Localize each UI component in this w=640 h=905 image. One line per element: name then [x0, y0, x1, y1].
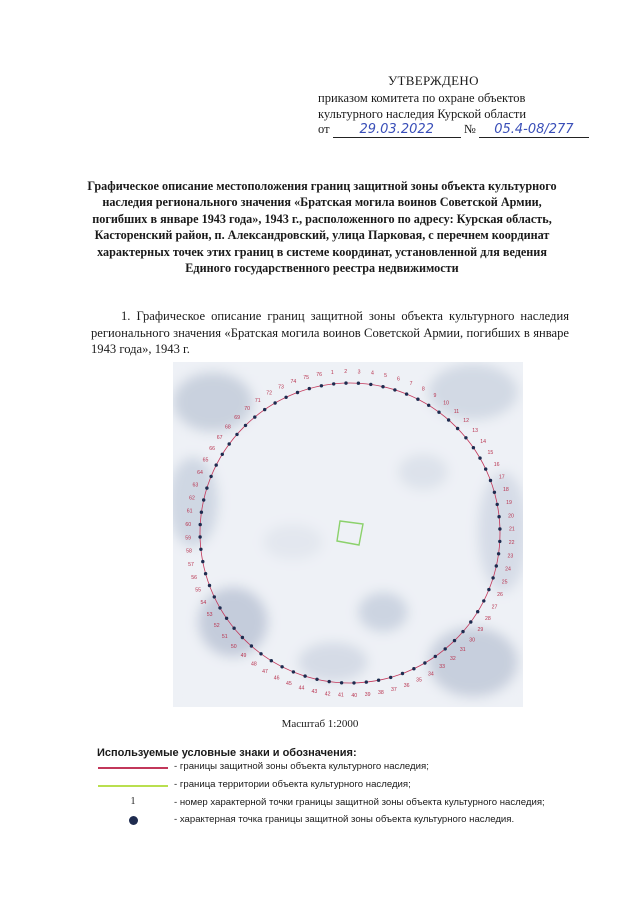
- point-24: [495, 564, 498, 567]
- point-70: [253, 415, 256, 418]
- point-33: [434, 655, 437, 658]
- point-28: [476, 610, 479, 613]
- section-paragraph: 1. Графическое описание границ защитной зоны объекта культурного наследия регионального значения «Братская могила воинов Советской Армии, погибших в январе 1943 года», 1943 г.: [91, 309, 569, 356]
- point-label-68: 68: [225, 424, 231, 431]
- point-label-6: 6: [397, 376, 400, 383]
- point-label-61: 61: [186, 508, 193, 515]
- point-label-26: 26: [497, 592, 503, 599]
- point-38: [377, 679, 380, 682]
- point-2: [344, 381, 347, 384]
- point-17: [489, 479, 492, 482]
- point-76: [320, 384, 323, 387]
- point-label-56: 56: [191, 574, 197, 581]
- point-59: [198, 535, 201, 538]
- point-23: [497, 552, 500, 555]
- point-30: [461, 630, 464, 633]
- from-label: от: [318, 122, 330, 136]
- point-label-76: 76: [316, 372, 322, 378]
- point-42: [328, 680, 331, 683]
- point-13: [464, 436, 467, 439]
- point-label-74: 74: [290, 379, 297, 386]
- point-72: [273, 401, 276, 404]
- point-label-57: 57: [188, 561, 194, 568]
- point-label-31: 31: [459, 647, 466, 654]
- point-label-9: 9: [433, 393, 437, 400]
- point-label-73: 73: [278, 384, 284, 391]
- approval-date-row: [318, 122, 589, 138]
- legend-number-text: - номер характерной точки границы защитной зоны объекта культурного наследия;: [174, 797, 545, 808]
- point-25: [491, 576, 494, 579]
- map-scale: Масштаб 1:2000: [281, 718, 359, 730]
- point-label-75: 75: [303, 375, 309, 382]
- point-40: [352, 681, 355, 684]
- point-63: [205, 486, 208, 489]
- point-label-58: 58: [186, 548, 192, 555]
- point-53: [218, 606, 221, 609]
- point-label-42: 42: [324, 691, 331, 698]
- point-48: [259, 652, 262, 655]
- point-75: [308, 387, 311, 390]
- point-label-17: 17: [498, 474, 505, 481]
- point-label-29: 29: [477, 627, 484, 634]
- point-68: [235, 433, 238, 436]
- point-31: [453, 639, 456, 642]
- point-67: [228, 442, 231, 445]
- point-41: [340, 681, 343, 684]
- aerial-photo-background: [173, 362, 523, 707]
- legend-number-sample: 1: [130, 796, 136, 807]
- point-label-40: 40: [351, 692, 358, 699]
- point-label-69: 69: [234, 414, 241, 421]
- point-19: [496, 503, 499, 506]
- point-label-48: 48: [251, 661, 257, 668]
- point-52: [225, 617, 228, 620]
- point-label-66: 66: [209, 446, 215, 452]
- point-46: [280, 665, 283, 668]
- point-label-19: 19: [506, 500, 512, 507]
- legend-territory-text: - граница территории объекта культурного наследия;: [174, 779, 411, 790]
- point-label-12: 12: [463, 418, 470, 425]
- point-label-63: 63: [192, 482, 199, 489]
- point-label-64: 64: [197, 469, 203, 476]
- point-label-34: 34: [428, 671, 434, 678]
- point-label-72: 72: [266, 390, 272, 397]
- point-35: [412, 667, 415, 670]
- point-label-39: 39: [364, 692, 371, 698]
- point-21: [498, 527, 501, 530]
- point-34: [423, 661, 426, 664]
- point-label-60: 60: [185, 521, 192, 528]
- point-label-23: 23: [507, 553, 514, 560]
- point-label-47: 47: [262, 668, 268, 675]
- point-39: [365, 680, 368, 683]
- point-label-37: 37: [391, 686, 397, 693]
- point-47: [270, 659, 273, 662]
- point-7: [405, 392, 408, 395]
- point-6: [393, 388, 396, 391]
- legend-row-boundary: [96, 760, 616, 776]
- point-20: [497, 515, 500, 518]
- point-label-5: 5: [384, 373, 388, 379]
- point-12: [456, 427, 459, 430]
- point-69: [244, 424, 247, 427]
- point-15: [478, 456, 481, 459]
- point-label-38: 38: [378, 690, 384, 696]
- point-label-4: 4: [370, 370, 374, 377]
- point-22: [498, 540, 501, 543]
- point-61: [200, 511, 203, 514]
- point-label-18: 18: [503, 487, 509, 494]
- point-74: [296, 391, 299, 394]
- legend-boundary-text: - границы защитной зоны объекта культурного наследия;: [174, 761, 429, 772]
- point-49: [250, 644, 253, 647]
- point-62: [202, 498, 205, 501]
- point-58: [199, 548, 202, 551]
- point-label-44: 44: [298, 685, 305, 692]
- legend-red-line-symbol: [96, 760, 170, 776]
- point-label-21: 21: [509, 526, 515, 533]
- point-16: [484, 467, 487, 470]
- point-label-70: 70: [244, 405, 250, 412]
- legend-title: Используемые условные знаки и обозначения:: [97, 747, 357, 759]
- legend-number-symbol: [96, 796, 170, 812]
- boundary-map: [173, 362, 523, 707]
- point-label-71: 71: [254, 397, 261, 404]
- point-label-3: 3: [357, 369, 361, 376]
- point-26: [487, 588, 490, 591]
- point-8: [416, 398, 419, 401]
- point-5: [381, 385, 384, 388]
- point-37: [389, 676, 392, 679]
- point-64: [209, 475, 212, 478]
- document-title: Графическое описание местоположения границ защитной зоны объекта культурного наследия регионального значения «Братская могила воинов Советской Армии, погибших в январе 1943 года», 1943 г., расположенного по адресу: Курская область, Касторенский район, п. Александровский, улица Парковая, с перечнем координат характерных точек этих границ в системе координат, установленной для ведения Единого государственного реестра недвижимости: [87, 179, 557, 276]
- point-54: [213, 595, 216, 598]
- point-label-2: 2: [344, 369, 348, 376]
- point-label-54: 54: [200, 600, 207, 606]
- point-56: [204, 572, 207, 575]
- point-73: [284, 396, 287, 399]
- point-label-30: 30: [469, 637, 475, 644]
- point-10: [437, 411, 440, 414]
- point-label-10: 10: [443, 400, 449, 407]
- point-label-25: 25: [501, 579, 508, 586]
- point-label-55: 55: [195, 587, 202, 594]
- approval-order-line: приказом комитета по охране объектов: [318, 91, 526, 105]
- point-51: [232, 627, 235, 630]
- point-44: [303, 674, 306, 677]
- point-label-15: 15: [487, 450, 494, 457]
- point-60: [199, 523, 202, 526]
- legend-point-text: - характерная точка границы защитной зоны объекта культурного наследия.: [174, 814, 515, 825]
- approval-date: 29.03.2022: [333, 123, 461, 138]
- point-14: [472, 446, 475, 449]
- point-4: [369, 383, 372, 386]
- point-label-59: 59: [185, 535, 191, 542]
- point-45: [292, 670, 295, 673]
- point-label-32: 32: [450, 656, 456, 663]
- point-3: [357, 382, 360, 385]
- approval-number: 05.4-08/277: [479, 123, 589, 138]
- point-label-20: 20: [508, 513, 514, 520]
- point-9: [427, 404, 430, 407]
- point-label-13: 13: [472, 428, 479, 435]
- point-label-35: 35: [416, 677, 422, 684]
- point-label-16: 16: [493, 462, 500, 468]
- point-label-52: 52: [213, 623, 220, 630]
- point-label-65: 65: [202, 457, 209, 464]
- point-label-7: 7: [409, 381, 413, 387]
- point-55: [208, 584, 211, 587]
- point-label-36: 36: [403, 682, 410, 689]
- point-11: [447, 418, 450, 421]
- point-label-33: 33: [439, 664, 446, 671]
- point-label-41: 41: [338, 692, 344, 699]
- point-label-27: 27: [491, 604, 498, 611]
- legend-row-point: [96, 813, 616, 829]
- boundary-map-svg: [173, 362, 523, 707]
- point-57: [201, 560, 204, 563]
- point-65: [215, 463, 218, 466]
- legend-dot-symbol: [96, 813, 170, 829]
- point-label-43: 43: [311, 689, 318, 695]
- point-label-11: 11: [453, 408, 460, 415]
- point-36: [401, 672, 404, 675]
- point-label-45: 45: [286, 681, 292, 687]
- point-label-67: 67: [216, 434, 223, 441]
- point-label-51: 51: [221, 633, 228, 640]
- point-1: [332, 382, 335, 385]
- number-label: №: [463, 122, 476, 136]
- point-label-62: 62: [189, 495, 195, 502]
- point-18: [493, 491, 496, 494]
- point-label-22: 22: [508, 540, 515, 547]
- point-27: [482, 599, 485, 602]
- point-label-1: 1: [330, 370, 334, 376]
- legend-row-number: [96, 796, 616, 812]
- point-label-24: 24: [505, 566, 511, 573]
- point-label-8: 8: [421, 386, 425, 393]
- point-label-14: 14: [480, 438, 487, 445]
- legend-row-territory: [96, 778, 616, 794]
- point-label-50: 50: [230, 643, 237, 650]
- legend-green-line-symbol: [96, 778, 170, 794]
- approval-committee-line: культурного наследия Курской области: [318, 107, 527, 121]
- point-50: [241, 636, 244, 639]
- point-label-53: 53: [206, 611, 213, 618]
- point-label-28: 28: [485, 616, 491, 622]
- approval-title: УТВЕРЖДЕНО: [388, 73, 479, 88]
- point-43: [315, 678, 318, 681]
- point-29: [469, 620, 472, 623]
- point-label-49: 49: [240, 653, 247, 660]
- point-66: [221, 453, 224, 456]
- point-label-46: 46: [273, 675, 280, 682]
- point-32: [444, 647, 447, 650]
- point-71: [263, 408, 266, 411]
